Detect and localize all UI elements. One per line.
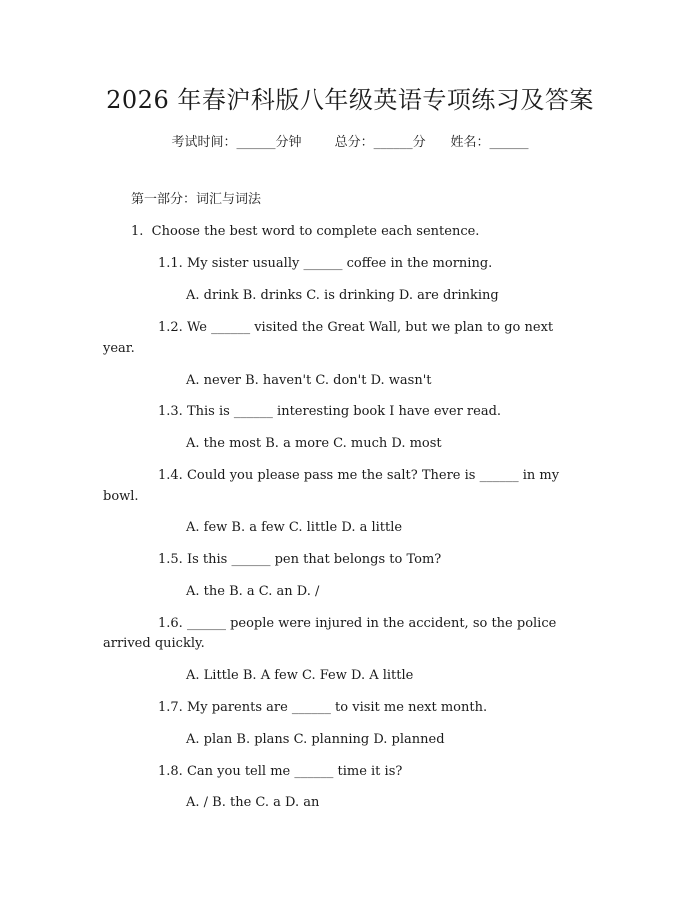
exam-time-label: 考试时间：______分钟 — [171, 135, 302, 150]
options-1-6: A. Little B. A few C. Few D. A little — [186, 668, 414, 683]
question-1-6 — [158, 614, 556, 634]
total-score-label: 总分：______分 — [334, 135, 426, 150]
question-1-4-continuation: bowl. — [103, 489, 139, 504]
options-1-4: A. few B. a few C. little D. a little — [186, 520, 403, 535]
question-text: Is this ______ pen that belongs to Tom? — [186, 552, 442, 567]
question-number: 1.5. — [158, 552, 183, 567]
question-number: 1.7. — [158, 700, 183, 715]
question-text: My sister usually ______ coffee in the morning. — [186, 256, 493, 271]
question-1-4 — [158, 466, 559, 486]
question-1-3 — [158, 402, 501, 422]
instruction-text: 1. Choose the best word to complete each sentence. — [131, 224, 480, 239]
question-1-1 — [158, 254, 492, 274]
exam-meta — [0, 131, 700, 150]
question-number: 1.3. — [158, 404, 183, 419]
question-1-7 — [158, 698, 487, 718]
options-1-2: A. never B. haven't C. don't D. wasn't — [186, 373, 432, 388]
question-number: 1.6. — [158, 616, 183, 631]
question-1-8 — [158, 762, 402, 782]
page-title: 2026 年春沪科版八年级英语专项练习及答案 — [106, 86, 594, 114]
question-1-6-continuation: arrived quickly. — [103, 636, 205, 651]
question-text: We ______ visited the Great Wall, but we plan to go next — [186, 320, 554, 335]
question-text: This is ______ interesting book I have ever read. — [186, 404, 502, 419]
question-text: Could you please pass me the salt? There is ______ in my — [186, 468, 560, 483]
options-1-1: A. drink B. drinks C. is drinking D. are drinking — [186, 288, 499, 303]
question-text: My parents are ______ to visit me next month. — [186, 700, 488, 715]
options-1-8: A. / B. the C. a D. an — [186, 795, 320, 810]
options-1-3: A. the most B. a more C. much D. most — [186, 436, 442, 451]
question-number: 1.1. — [158, 256, 183, 271]
question-1-2 — [158, 318, 553, 338]
question-1-5 — [158, 550, 441, 570]
question-text: Can you tell me ______ time it is? — [186, 764, 403, 779]
student-name-label: 姓名：______ — [450, 135, 529, 150]
section-heading: 第一部分：词汇与词法 — [131, 192, 262, 207]
question-number: 1.4. — [158, 468, 183, 483]
options-1-5: A. the B. a C. an D. / — [186, 584, 320, 599]
question-text: ______ people were injured in the accident, so the police — [186, 616, 557, 631]
question-number: 1.8. — [158, 764, 183, 779]
options-1-7: A. plan B. plans C. planning D. planned — [186, 732, 445, 747]
question-1-2-continuation: year. — [103, 341, 135, 356]
question-number: 1.2. — [158, 320, 183, 335]
